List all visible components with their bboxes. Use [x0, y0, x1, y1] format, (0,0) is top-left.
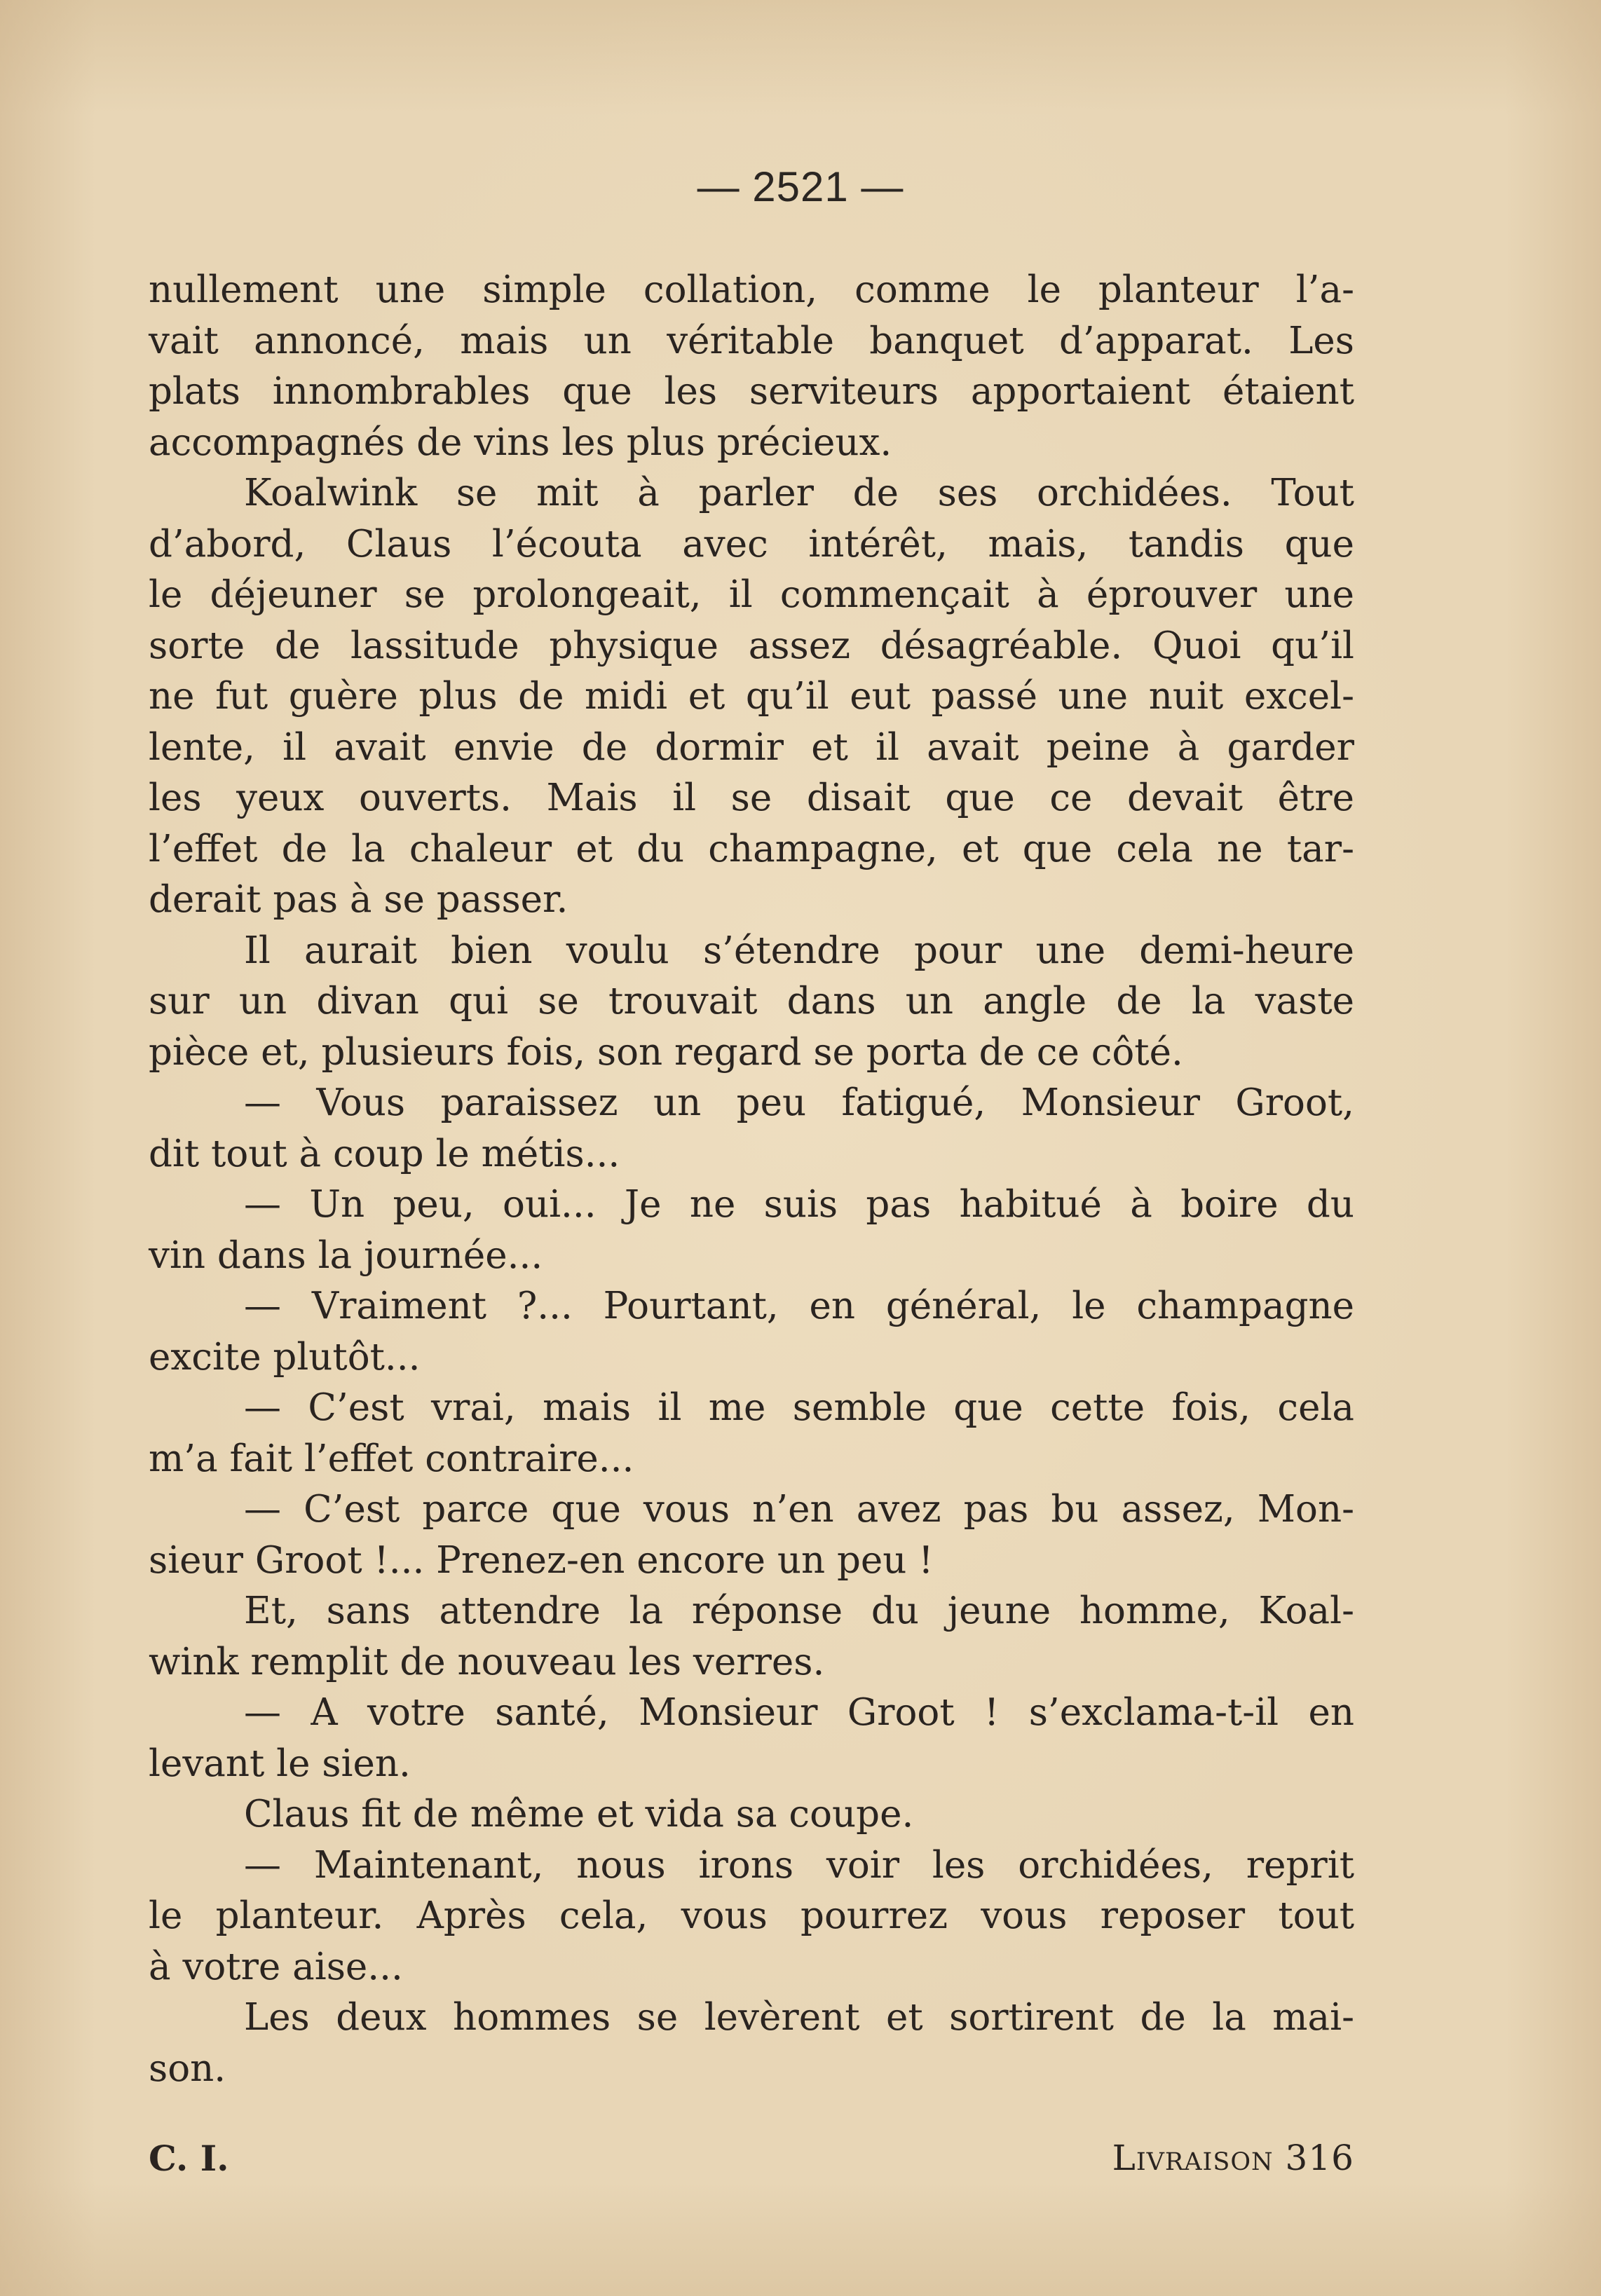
printer-signature: C. I. — [149, 2138, 229, 2179]
text-line: le planteur. Après cela, vous pourrez vous reposer tout — [149, 1894, 1354, 1937]
text-line: vait annoncé, mais un véritable banquet d’apparat. Les — [149, 319, 1354, 362]
text-line: sur un divan qui se trouvait dans un angle de la vaste — [149, 980, 1354, 1023]
text-line: sieur Groot !... Prenez-en encore un peu ! — [149, 1538, 934, 1582]
text-line: — Vraiment ?... Pourtant, en général, le champagne — [244, 1285, 1354, 1327]
text-line: dit tout à coup le métis... — [149, 1132, 620, 1175]
text-line: — Vous paraissez un peu fatigué, Monsieur Groot, — [244, 1081, 1354, 1124]
text-line: lente, il avait envie de dormir et il avait peine à garder — [149, 725, 1354, 769]
text-line: sorte de lassitude physique assez désagréable. Quoi qu’il — [149, 624, 1354, 667]
text-line: nullement une simple collation, comme le planteur l’a- — [149, 268, 1354, 311]
text-line: le déjeuner se prolongeait, il commençait à éprouver une — [149, 573, 1354, 616]
text-line: — Un peu, oui... Je ne suis pas habitué à boire du — [244, 1183, 1354, 1226]
text-line: — C’est parce que vous n’en avez pas bu assez, Mon- — [244, 1488, 1354, 1531]
text-line: — Maintenant, nous irons voir les orchidées, reprit — [244, 1843, 1354, 1887]
text-line: les yeux ouverts. Mais il se disait que ce devait être — [149, 777, 1354, 819]
text-line: wink remplit de nouveau les verres. — [149, 1640, 825, 1683]
text-line: l’effet de la chaleur et du champagne, et que cela ne tar- — [149, 827, 1354, 870]
text-line: Les deux hommes se levèrent et sortirent de la mai- — [244, 1996, 1354, 2039]
text-line: levant le sien. — [149, 1742, 411, 1785]
page-footer — [149, 2138, 1354, 2194]
text-line: Koalwink se mit à parler de ses orchidées. Tout — [244, 472, 1354, 514]
text-line: vin dans la journée... — [149, 1234, 543, 1277]
text-line: excite plutôt... — [149, 1335, 421, 1379]
text-line: m’a fait l’effet contraire... — [149, 1437, 634, 1480]
text-line: son. — [149, 2046, 226, 2090]
text-line: d’abord, Claus l’écouta avec intérêt, mais, tandis que — [149, 522, 1354, 566]
livraison-label: Livraison 316 — [1112, 2138, 1354, 2178]
text-line: ne fut guère plus de midi et qu’il eut passé une nuit excel- — [149, 675, 1354, 718]
text-line: — C’est vrai, mais il me semble que cette fois, cela — [244, 1386, 1354, 1429]
text-line: accompagnés de vins les plus précieux. — [149, 421, 892, 464]
page-number: — 2521 — — [697, 163, 904, 210]
body-text — [149, 265, 1354, 2094]
text-line: à votre aise... — [149, 1945, 403, 1988]
text-line: Et, sans attendre la réponse du jeune homme, Koal- — [244, 1590, 1354, 1632]
text-line: pièce et, plusieurs fois, son regard se porta de ce côté. — [149, 1030, 1183, 1074]
text-line: — A votre santé, Monsieur Groot ! s’exclama-t-il en — [244, 1691, 1354, 1734]
text-line: plats innombrables que les serviteurs apportaient étaient — [149, 370, 1354, 413]
text-line: derait pas à se passer. — [149, 878, 568, 921]
text-line: Claus fit de même et vida sa coupe. — [244, 1793, 914, 1836]
text-line: Il aurait bien voulu s’étendre pour une demi-heure — [244, 929, 1354, 972]
